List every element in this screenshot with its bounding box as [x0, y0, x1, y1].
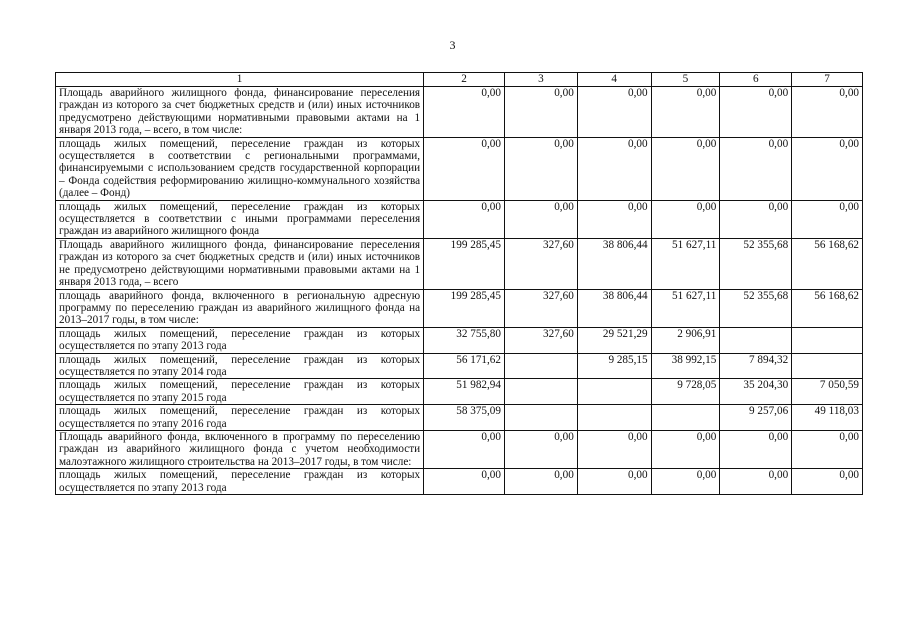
- value-cell-col-2: 0,00: [424, 137, 505, 200]
- value-cell-col-7: 0,00: [792, 87, 863, 138]
- column-header-3: 3: [504, 73, 577, 87]
- row-description: Площадь аварийного жилищного фонда, финансирование переселения граждан из которого за счет бюджетных средств и (или) иных источников не предусмотрено действующими нормативными правовыми актами на 1 января 2013 года, – всего: [56, 238, 424, 289]
- value-cell-col-5: 51 627,11: [651, 289, 720, 327]
- column-header-2: 2: [424, 73, 505, 87]
- value-cell-col-2: 0,00: [424, 87, 505, 138]
- value-cell-col-2: 32 755,80: [424, 327, 505, 353]
- row-description: площадь жилых помещений, переселение граждан из которых осуществляется по этапу 2016 года: [56, 405, 424, 431]
- value-cell-col-4: 0,00: [577, 200, 651, 238]
- value-cell-col-6: 52 355,68: [720, 289, 792, 327]
- row-description: площадь жилых помещений, переселение граждан из которых осуществляется по этапу 2013 года: [56, 469, 424, 495]
- value-cell-col-6: 0,00: [720, 137, 792, 200]
- value-cell-col-6: 0,00: [720, 430, 792, 468]
- table-row: [56, 200, 863, 238]
- value-cell-col-5: 0,00: [651, 469, 720, 495]
- value-cell-col-7: 0,00: [792, 469, 863, 495]
- table-row: [56, 289, 863, 327]
- value-cell-col-5: 2 906,91: [651, 327, 720, 353]
- value-cell-col-2: 51 982,94: [424, 379, 505, 405]
- value-cell-col-5: 0,00: [651, 137, 720, 200]
- value-cell-col-7: [792, 327, 863, 353]
- value-cell-col-3: 327,60: [504, 327, 577, 353]
- value-cell-col-7: 56 168,62: [792, 289, 863, 327]
- value-cell-col-4: 0,00: [577, 469, 651, 495]
- row-description: площадь жилых помещений, переселение граждан из которых осуществляется по этапу 2015 года: [56, 379, 424, 405]
- value-cell-col-7: 49 118,03: [792, 405, 863, 431]
- value-cell-col-7: [792, 353, 863, 379]
- value-cell-col-7: 0,00: [792, 137, 863, 200]
- row-description: площадь жилых помещений, переселение граждан из которых осуществляется по этапу 2013 года: [56, 327, 424, 353]
- table-row: [56, 87, 863, 138]
- row-description: площадь жилых помещений, переселение граждан из которых осуществляется по этапу 2014 года: [56, 353, 424, 379]
- value-cell-col-3: 0,00: [504, 137, 577, 200]
- value-cell-col-6: 0,00: [720, 87, 792, 138]
- table-row: [56, 353, 863, 379]
- column-header-4: 4: [577, 73, 651, 87]
- value-cell-col-3: 0,00: [504, 200, 577, 238]
- table-row: [56, 238, 863, 289]
- value-cell-col-2: 56 171,62: [424, 353, 505, 379]
- value-cell-col-4: 38 806,44: [577, 238, 651, 289]
- value-cell-col-4: 38 806,44: [577, 289, 651, 327]
- value-cell-col-4: 0,00: [577, 430, 651, 468]
- value-cell-col-3: 0,00: [504, 469, 577, 495]
- page-number: 3: [449, 38, 456, 52]
- value-cell-col-7: 56 168,62: [792, 238, 863, 289]
- column-header-1: 1: [56, 73, 424, 87]
- value-cell-col-4: 0,00: [577, 137, 651, 200]
- value-cell-col-7: 0,00: [792, 430, 863, 468]
- value-cell-col-4: [577, 405, 651, 431]
- table-body: [56, 87, 863, 495]
- value-cell-col-6: 0,00: [720, 469, 792, 495]
- value-cell-col-5: [651, 405, 720, 431]
- value-cell-col-6: 0,00: [720, 200, 792, 238]
- value-cell-col-4: [577, 379, 651, 405]
- value-cell-col-6: 52 355,68: [720, 238, 792, 289]
- value-cell-col-5: 0,00: [651, 430, 720, 468]
- value-cell-col-2: 0,00: [424, 430, 505, 468]
- value-cell-col-7: 7 050,59: [792, 379, 863, 405]
- column-header-7: 7: [792, 73, 863, 87]
- value-cell-col-3: 327,60: [504, 238, 577, 289]
- value-cell-col-5: 0,00: [651, 87, 720, 138]
- table-row: [56, 137, 863, 200]
- value-cell-col-2: 0,00: [424, 200, 505, 238]
- value-cell-col-2: 58 375,09: [424, 405, 505, 431]
- value-cell-col-3: 0,00: [504, 430, 577, 468]
- header-row: [56, 73, 863, 87]
- value-cell-col-4: 29 521,29: [577, 327, 651, 353]
- value-cell-col-2: 0,00: [424, 469, 505, 495]
- value-cell-col-6: 35 204,30: [720, 379, 792, 405]
- column-header-5: 5: [651, 73, 720, 87]
- value-cell-col-5: 38 992,15: [651, 353, 720, 379]
- value-cell-col-5: 51 627,11: [651, 238, 720, 289]
- column-header-6: 6: [720, 73, 792, 87]
- value-cell-col-5: 0,00: [651, 200, 720, 238]
- table-row: [56, 379, 863, 405]
- row-description: Площадь аварийного фонда, включенного в программу по переселению граждан из аварийного жилищного фонда с учетом необходимости малоэтажного жилищного строительства на 2013–2017 годы, в том числе:: [56, 430, 424, 468]
- row-description: площадь аварийного фонда, включенного в региональную адресную программу по переселению граждан из аварийного жилищного фонда на 2013–2017 годы, в том числе:: [56, 289, 424, 327]
- value-cell-col-3: [504, 353, 577, 379]
- value-cell-col-7: 0,00: [792, 200, 863, 238]
- value-cell-col-6: 9 257,06: [720, 405, 792, 431]
- table-row: [56, 469, 863, 495]
- row-description: Площадь аварийного жилищного фонда, финансирование переселения граждан из которого за счет бюджетных средств и (или) иных источников предусмотрено действующими нормативными правовыми актами на 1 января 2013 года, – всего, в том числе:: [56, 87, 424, 138]
- row-description: площадь жилых помещений, переселение граждан из которых осуществляется в соответствии с иными программами переселения граждан из аварийного жилищного фонда: [56, 200, 424, 238]
- value-cell-col-6: 7 894,32: [720, 353, 792, 379]
- table-row: [56, 405, 863, 431]
- value-cell-col-3: 327,60: [504, 289, 577, 327]
- value-cell-col-4: 0,00: [577, 87, 651, 138]
- value-cell-col-3: [504, 379, 577, 405]
- value-cell-col-4: 9 285,15: [577, 353, 651, 379]
- value-cell-col-3: 0,00: [504, 87, 577, 138]
- table-row: [56, 430, 863, 468]
- row-description: площадь жилых помещений, переселение граждан из которых осуществляется в соответствии с региональными программами, финансируемыми с использованием средств государственной корпорации – Фонда содействия реформированию жилищно-коммунального хозяйства (далее – Фонд): [56, 137, 424, 200]
- data-table: [55, 72, 863, 495]
- table-header: [56, 73, 863, 87]
- value-cell-col-5: 9 728,05: [651, 379, 720, 405]
- value-cell-col-6: [720, 327, 792, 353]
- value-cell-col-2: 199 285,45: [424, 289, 505, 327]
- value-cell-col-2: 199 285,45: [424, 238, 505, 289]
- value-cell-col-3: [504, 405, 577, 431]
- table-row: [56, 327, 863, 353]
